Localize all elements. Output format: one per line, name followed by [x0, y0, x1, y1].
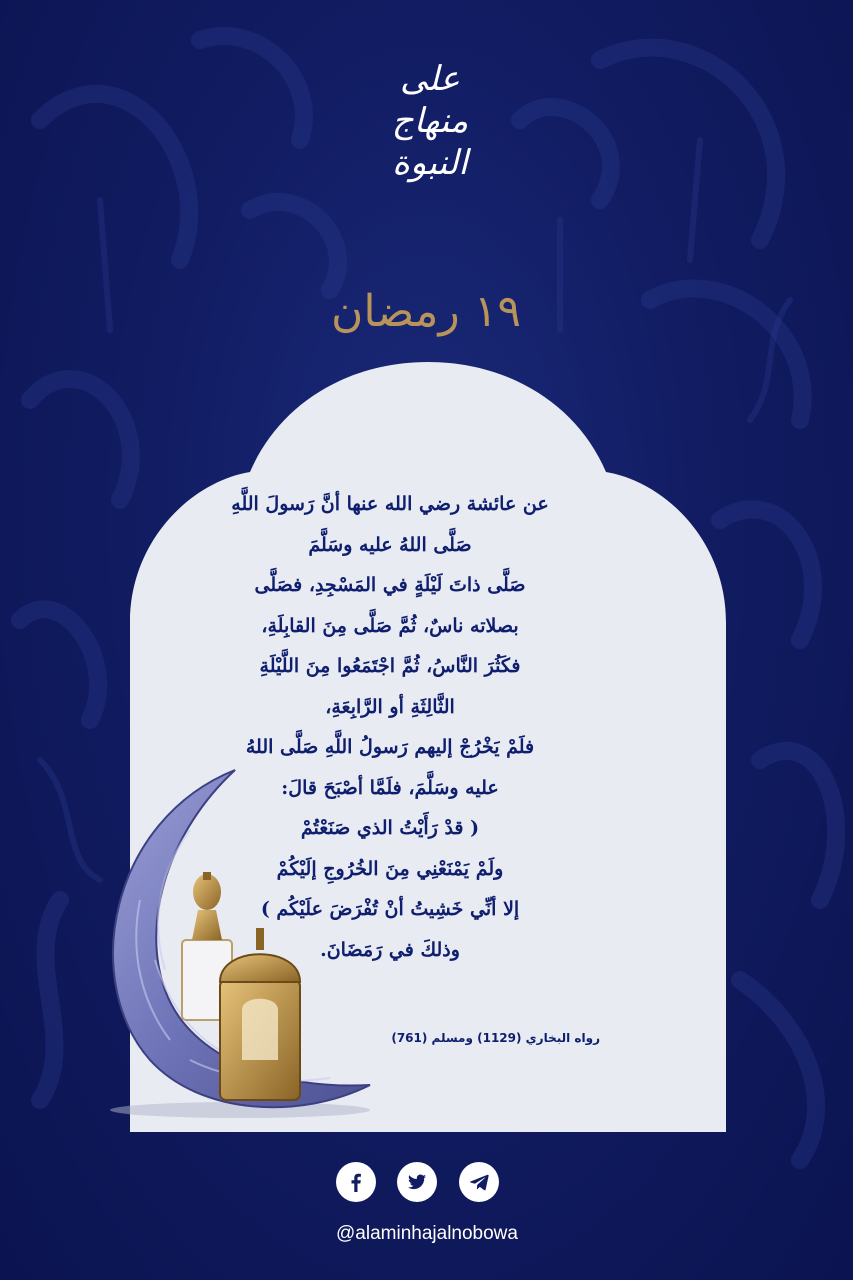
hadith-line: فلَمْ يَخْرُجْ إليهم رَسولُ اللَّهِ صَلَّى اللهُ	[245, 736, 535, 758]
twitter-icon	[406, 1171, 428, 1193]
day-title: ١٩ رمضان	[331, 286, 521, 337]
social-handle[interactable]: @alaminhajalnobowa	[336, 1223, 518, 1244]
crescent-illustration	[70, 760, 390, 1130]
facebook-icon	[345, 1171, 367, 1193]
hadith-line: بصلاته ناسٌ، ثُمَّ صَلَّى مِنَ القابِلَةِ،	[261, 614, 519, 637]
hadith-line: فكَثُرَ النَّاسُ، ثُمَّ اجْتَمَعُوا مِنَ اللَّيْلَةِ	[259, 655, 521, 677]
hadith-line: عن عائشة رضي الله عنها أنَّ رَسولَ اللَّهِ	[231, 493, 549, 515]
facebook-button[interactable]	[336, 1162, 376, 1202]
logo-line-2: منهاج	[391, 101, 469, 141]
hadith-line: إلا أنِّي خَشِيتُ أنْ تُفْرَضَ علَيْكُم )	[260, 898, 520, 920]
twitter-button[interactable]	[397, 1162, 437, 1202]
hadith-line: صَلَّى ذاتَ لَيْلَةٍ في المَسْجِدِ، فصَلَّى	[254, 574, 526, 596]
logo-line-1: على	[400, 59, 460, 99]
brand-logo	[360, 58, 500, 208]
hadith-line: عليه وسَلَّمَ، فلَمَّا أصْبَحَ قالَ:	[281, 776, 499, 799]
hadith-source: رواه البخاري (1129) ومسلم (761)	[391, 1031, 600, 1045]
hadith-line: ولَمْ يَمْنَعْنِي مِنَ الخُرُوجِ إلَيْكُمْ	[276, 857, 504, 880]
hadith-line: الثَّالِثَةِ أو الرَّابِعَةِ،	[325, 695, 455, 718]
telegram-icon	[468, 1171, 490, 1193]
hadith-line: وذلكَ في رَمَضَانَ.	[320, 938, 460, 961]
crescent-moon-icon	[70, 760, 390, 1130]
telegram-button[interactable]	[459, 1162, 499, 1202]
logo-line-3: النبوة	[392, 143, 468, 183]
hadith-line: ( قدْ رَأَيْتُ الذي صَنَعْتُمْ	[300, 817, 480, 839]
hadith-line: صَلَّى اللهُ عليه وسَلَّمَ	[308, 533, 472, 556]
